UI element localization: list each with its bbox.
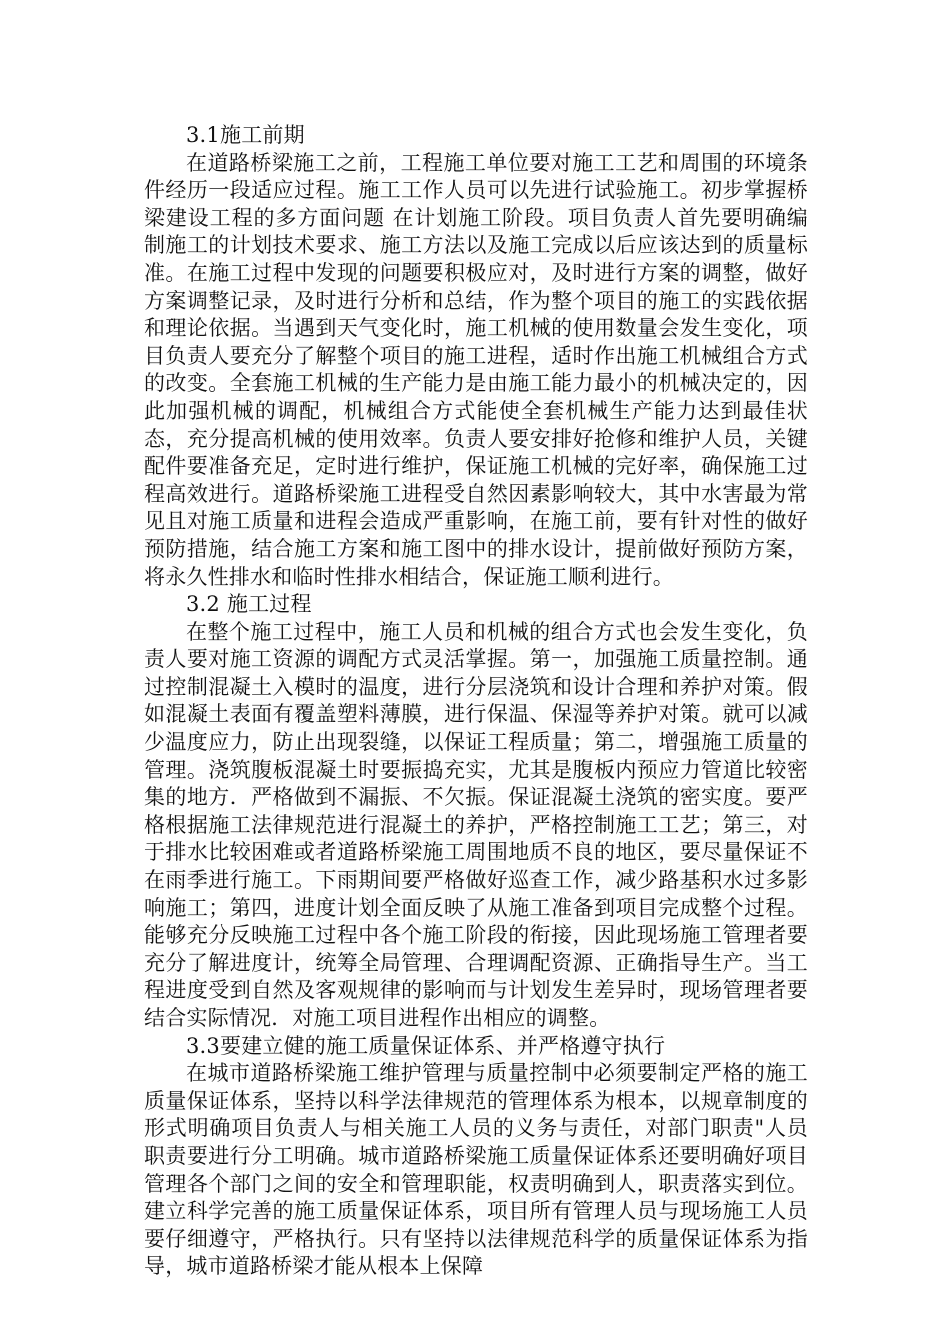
section-body-3-3: 在城市道路桥梁施工维护管理与质量控制中必须要制定严格的施工质量保证体系，坚持以科学法律规范的管理体系为根本，以规章制度的形式明确项目负责人与相关施工人员的义务与责任，对部门职责"人员职责要进行分工明确。城市道路桥梁施工质量保证体系还要明确好项目管理各个部门之间的安全和管理职能，权责明确到人，职责落实到位。建立科学完善的施工质量保证体系，项目所有管理人员与现场施工人员要仔细遵守，严格执行。只有坚持以法律规范科学的质量保证体系为指导，城市道路桥梁才能从根本上保障 <box>144 1061 808 1279</box>
document-page <box>144 122 808 1281</box>
section-body-3-1: 在道路桥梁施工之前，工程施工单位要对施工工艺和周围的环境条件经历一段适应过程。施工工作人员可以先进行试验施工。初步掌握桥梁建设工程的多方面问题 在计划施工阶段。项目负责人首先要明确编制施工的计划技术要求、施工方法以及施工完成以后应该达到的质量标准。在施工过程中发现的问题要积极应对，及时进行方案的调整，做好方案调整记录，及时进行分析和总结，作为整个项目的施工的实践依据和理论依据。当遇到天气变化时，施工机械的使用数量会发生变化，项目负责人要充分了解整个项目的施工进程，适时作出施工机械组合方式的改变。全套施工机械的生产能力是由施工能力最小的机械决定的，因此加强机械的调配，机械组合方式能使全套机械生产能力达到最佳状态，充分提高机械的使用效率。负责人要安排好抢修和维护人员，关键配件要准备充足，定时进行维护，保证施工机械的完好率，确保施工过程高效进行。道路桥梁施工进程受自然因素影响较大，其中水害最为常见且对施工质量和进程会造成严重影响，在施工前，要有针对性的做好预防措施，结合施工方案和施工图中的排水设计，提前做好预防方案，将永久性排水和临时性排水相结合，保证施工顺利进行。 <box>144 150 808 589</box>
section-heading-3-2: 3.2 施工过程 <box>186 592 312 617</box>
section-heading-3-3: 3.3要建立健的施工质量保证体系、并严格遵守执行 <box>186 1033 666 1058</box>
section-heading-3-1: 3.1施工前期 <box>186 123 305 147</box>
section-body-3-2: 在整个施工过程中，施工人员和机械的组合方式也会发生变化，负责人要对施工资源的调配方式灵活掌握。第一，加强施工质量控制。通过控制混凝土入模时的温度，进行分层浇筑和设计合理和养护对策。假如混凝土表面有覆盖塑料薄膜，进行保温、保湿等养护对策。就可以减少温度应力，防止出现裂缝，以保证工程质量；第二，增强施工质量的管理。浇筑腹板混凝土时要振捣充实，尤其是腹板内预应力管道比较密集的地方．严格做到不漏振、不欠振。保证混凝土浇筑的密实度。要严格根据施工法律规范进行混凝土的养护，严格控制施工工艺；第三，对于排水比较困难或者道路桥梁施工周围地质不良的地区，要尽量保证不在雨季进行施工。下雨期间要严格做好巡查工作，减少路基积水过多影响施工；第四，进度计划全面反映了从施工准备到项目完成整个过程。能够充分反映施工过程中各个施工阶段的衔接，因此现场施工管理者要充分了解进度计，统筹全局管理、合理调配资源、正确指导生产。当工程进度受到自然及客观规律的影响而与计划发生差异时，现场管理者要结合实际情况．对施工项目进程作出相应的调整。 <box>144 619 808 1030</box>
